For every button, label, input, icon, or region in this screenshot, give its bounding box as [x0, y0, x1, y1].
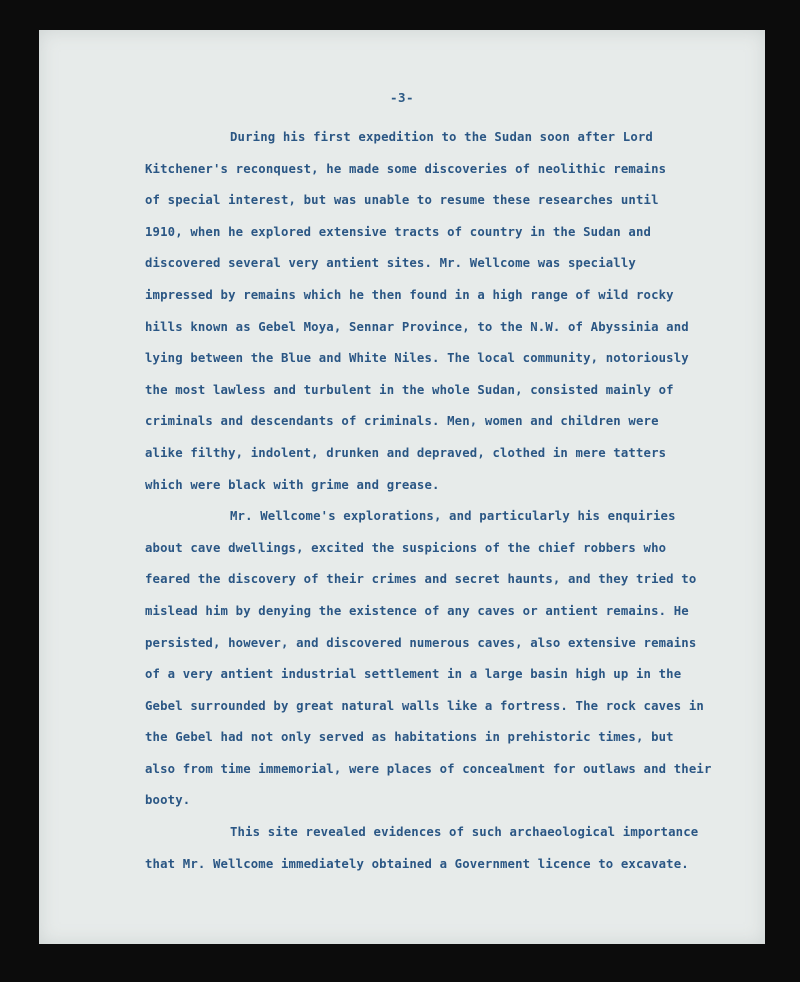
text-line: criminals and descendants of criminals. Men, women and children were	[145, 414, 659, 429]
text-line: lying between the Blue and White Niles. The local community, notoriously	[145, 351, 689, 366]
text-line: booty.	[145, 793, 191, 808]
text-line: discovered several very antient sites. Mr. Wellcome was specially	[145, 256, 636, 271]
text-line: that Mr. Wellcome immediately obtained a Government licence to excavate.	[145, 856, 689, 871]
document-page	[39, 30, 765, 944]
text-line: hills known as Gebel Moya, Sennar Province, to the N.W. of Abyssinia and	[145, 319, 689, 334]
text-line: feared the discovery of their crimes and secret haunts, and they tried to	[145, 572, 697, 587]
text-line: Mr. Wellcome's explorations, and particularly his enquiries	[230, 509, 676, 524]
paragraph-3	[145, 817, 755, 880]
text-line: 1910, when he explored extensive tracts of country in the Sudan and	[145, 224, 652, 239]
page-number: -3-	[389, 90, 415, 105]
document-body	[145, 122, 755, 880]
text-line: This site revealed evidences of such archaeological importance	[230, 825, 699, 840]
text-line: mislead him by denying the existence of any caves or antient remains. He	[145, 603, 689, 618]
text-line: impressed by remains which he then found in a high range of wild rocky	[145, 287, 674, 302]
text-line: of a very antient industrial settlement in a large basin high up in the	[145, 667, 682, 682]
paragraph-2	[145, 501, 755, 817]
text-line: the Gebel had not only served as habitations in prehistoric times, but	[145, 730, 674, 745]
text-line: about cave dwellings, excited the suspicions of the chief robbers who	[145, 540, 667, 555]
text-line: persisted, however, and discovered numerous caves, also extensive remains	[145, 635, 697, 650]
text-line: the most lawless and turbulent in the whole Sudan, consisted mainly of	[145, 382, 674, 397]
text-line: During his first expedition to the Sudan soon after Lord	[230, 130, 653, 144]
text-line: alike filthy, indolent, drunken and depraved, clothed in mere tatters	[145, 445, 667, 460]
text-line: Gebel surrounded by great natural walls like a fortress. The rock caves in	[145, 698, 704, 713]
text-line: Kitchener's reconquest, he made some discoveries of neolithic remains	[145, 161, 667, 176]
text-line: also from time immemorial, were places of concealment for outlaws and their	[145, 761, 712, 776]
paragraph-1	[145, 122, 755, 501]
text-line: of special interest, but was unable to resume these researches until	[145, 193, 659, 208]
text-line: which were black with grime and grease.	[145, 477, 440, 492]
